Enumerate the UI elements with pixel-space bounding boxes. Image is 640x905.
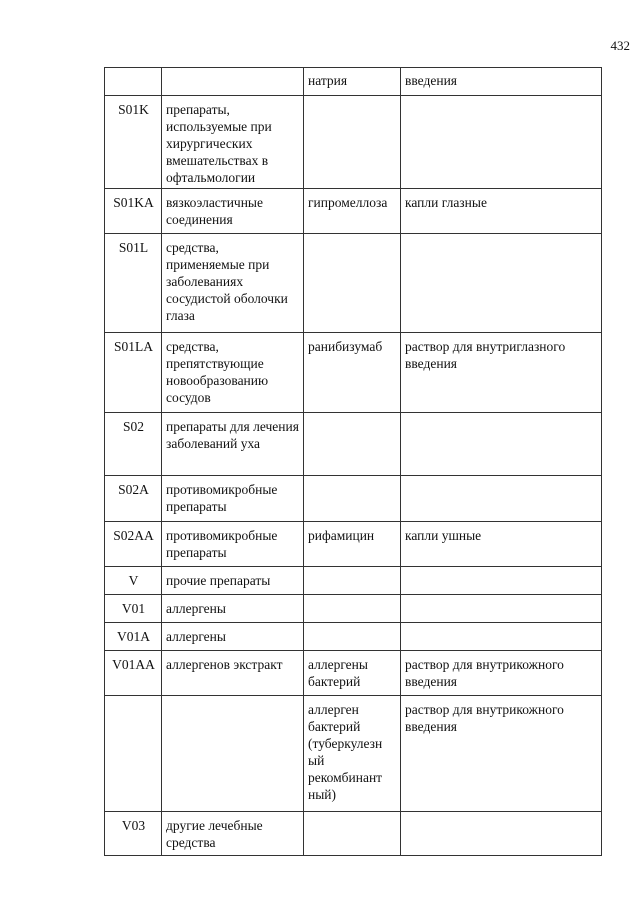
form-cell: капли глазные xyxy=(401,189,602,234)
form-cell: раствор для внутрикожного введения xyxy=(401,696,602,812)
table-row xyxy=(105,812,602,856)
drug-cell xyxy=(304,812,401,856)
table-row xyxy=(105,623,602,651)
form-cell xyxy=(401,595,602,623)
group-cell: прочие препараты xyxy=(162,567,304,595)
drug-table xyxy=(104,67,602,856)
header-cell-drug: натрия xyxy=(304,68,401,96)
group-cell: аллергены xyxy=(162,623,304,651)
form-cell xyxy=(401,812,602,856)
group-cell: противомикробные препараты xyxy=(162,476,304,522)
group-cell: средства, препятствующие новообразованию сосудов xyxy=(162,333,304,413)
drug-cell xyxy=(304,234,401,333)
table-row xyxy=(105,651,602,696)
drug-cell xyxy=(304,476,401,522)
table-row xyxy=(105,696,602,812)
atc-code-cell: S01L xyxy=(105,234,162,333)
group-cell: препараты для лечения заболеваний уха xyxy=(162,413,304,476)
table-row xyxy=(105,476,602,522)
group-cell: другие лечебные средства xyxy=(162,812,304,856)
drug-cell: аллерген бактерий (туберкулезн ый рекомбинант ный) xyxy=(304,696,401,812)
drug-cell: аллергены бактерий xyxy=(304,651,401,696)
atc-code-cell: S02 xyxy=(105,413,162,476)
form-cell xyxy=(401,567,602,595)
atc-code-cell: S01K xyxy=(105,96,162,189)
form-cell xyxy=(401,476,602,522)
drug-cell: гипромеллоза xyxy=(304,189,401,234)
form-cell xyxy=(401,413,602,476)
group-cell: средства, применяемые при заболеваниях сосудистой оболочки глаза xyxy=(162,234,304,333)
table-row xyxy=(105,96,602,189)
group-cell: противомикробные препараты xyxy=(162,522,304,567)
form-cell xyxy=(401,234,602,333)
atc-code-cell: V01A xyxy=(105,623,162,651)
atc-code-cell: S02A xyxy=(105,476,162,522)
form-cell xyxy=(401,623,602,651)
table-row xyxy=(105,522,602,567)
header-cell-code xyxy=(105,68,162,96)
group-cell: аллергены xyxy=(162,595,304,623)
table-header-row xyxy=(105,68,602,96)
atc-code-cell: V01 xyxy=(105,595,162,623)
drug-cell: рифамицин xyxy=(304,522,401,567)
drug-cell: ранибизумаб xyxy=(304,333,401,413)
atc-code-cell: V xyxy=(105,567,162,595)
drug-cell xyxy=(304,413,401,476)
atc-code-cell: S01KA xyxy=(105,189,162,234)
atc-code-cell: V01AA xyxy=(105,651,162,696)
page-number: 432 xyxy=(610,38,630,53)
table-row xyxy=(105,234,602,333)
atc-code-cell: V03 xyxy=(105,812,162,856)
table-row xyxy=(105,413,602,476)
drug-cell xyxy=(304,595,401,623)
group-cell: препараты, используемые при хирургических вмешательствах в офтальмологии xyxy=(162,96,304,189)
drug-cell xyxy=(304,96,401,189)
table-row xyxy=(105,189,602,234)
table-row xyxy=(105,333,602,413)
atc-code-cell xyxy=(105,696,162,812)
atc-code-cell: S02AA xyxy=(105,522,162,567)
atc-code-cell: S01LA xyxy=(105,333,162,413)
drug-cell xyxy=(304,623,401,651)
form-cell: раствор для внутриглазного введения xyxy=(401,333,602,413)
group-cell: вязкоэластичные соединения xyxy=(162,189,304,234)
group-cell: аллергенов экстракт xyxy=(162,651,304,696)
form-cell xyxy=(401,96,602,189)
header-cell-group xyxy=(162,68,304,96)
header-cell-form: введения xyxy=(401,68,602,96)
form-cell: раствор для внутрикожного введения xyxy=(401,651,602,696)
group-cell xyxy=(162,696,304,812)
form-cell: капли ушные xyxy=(401,522,602,567)
drug-cell xyxy=(304,567,401,595)
table-row xyxy=(105,567,602,595)
table-row xyxy=(105,595,602,623)
